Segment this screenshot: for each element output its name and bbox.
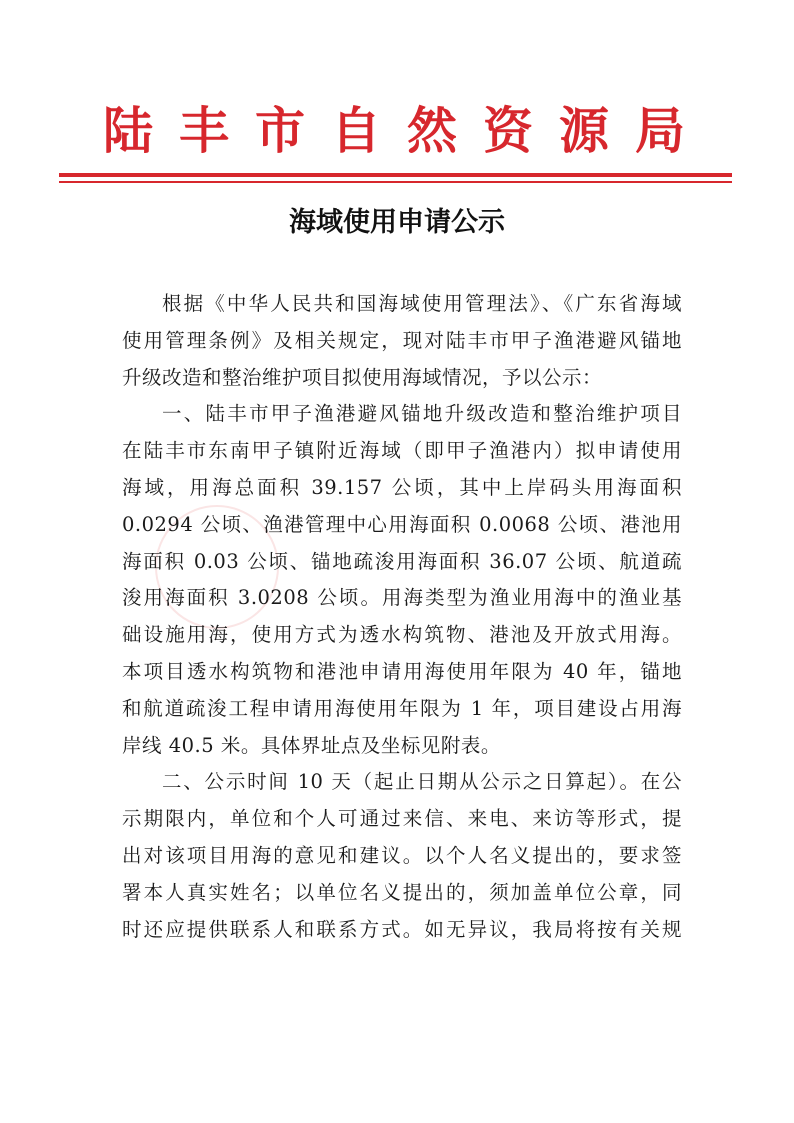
body-line: 浚用海面积 3.0208 公顷。用海类型为渔业用海中的渔业基 — [122, 586, 682, 610]
body-line: 本项目透水构筑物和港池申请用海使用年限为 40 年，锚地 — [122, 659, 682, 683]
body-line: 0.0294 公顷、渔港管理中心用海面积 0.0068 公顷、港池用 — [122, 512, 682, 536]
document-title: 海域使用申请公示 — [289, 207, 505, 238]
letterhead-rule-thick — [59, 173, 732, 177]
document-body — [122, 286, 682, 948]
body-line: 海域，用海总面积 39.157 公顷，其中上岸码头用海面积 — [122, 475, 682, 499]
body-line: 岸线 40.5 米。具体界址点及坐标见附表。 — [122, 733, 501, 757]
body-line: 和航道疏浚工程申请用海使用年限为 1 年，项目建设占用海 — [122, 696, 682, 720]
body-line: 使用管理条例》及相关规定，现对陆丰市甲子渔港避风锚地 — [122, 328, 682, 352]
body-line: 时还应提供联系人和联系方式。如无异议，我局将按有关规 — [122, 917, 682, 941]
letterhead-rule-thin — [59, 181, 732, 183]
body-line: 海面积 0.03 公顷、锚地疏浚用海面积 36.07 公顷、航道疏 — [122, 549, 682, 573]
body-line: 署本人真实姓名；以单位名义提出的，须加盖单位公章，同 — [122, 880, 682, 904]
letterhead-title: 陆丰市自然资源局 — [103, 101, 711, 160]
body-line: 根据《中华人民共和国海域使用管理法》、《广东省海域 — [162, 292, 682, 315]
body-line: 一、陆丰市甲子渔港避风锚地升级改造和整治维护项目 — [162, 402, 682, 426]
body-line: 二、公示时间 10 天（起止日期从公示之日算起）。在公 — [162, 770, 682, 794]
body-line: 升级改造和整治维护项目拟使用海域情况，予以公示： — [122, 365, 603, 389]
body-line: 础设施用海，使用方式为透水构筑物、港池及开放式用海。 — [122, 623, 682, 647]
body-line: 出对该项目用海的意见和建议。以个人名义提出的，要求签 — [122, 843, 682, 867]
body-line: 示期限内，单位和个人可通过来信、来电、来访等形式，提 — [122, 807, 682, 831]
body-line: 在陆丰市东南甲子镇附近海域（即甲子渔港内）拟申请使用 — [122, 439, 682, 463]
